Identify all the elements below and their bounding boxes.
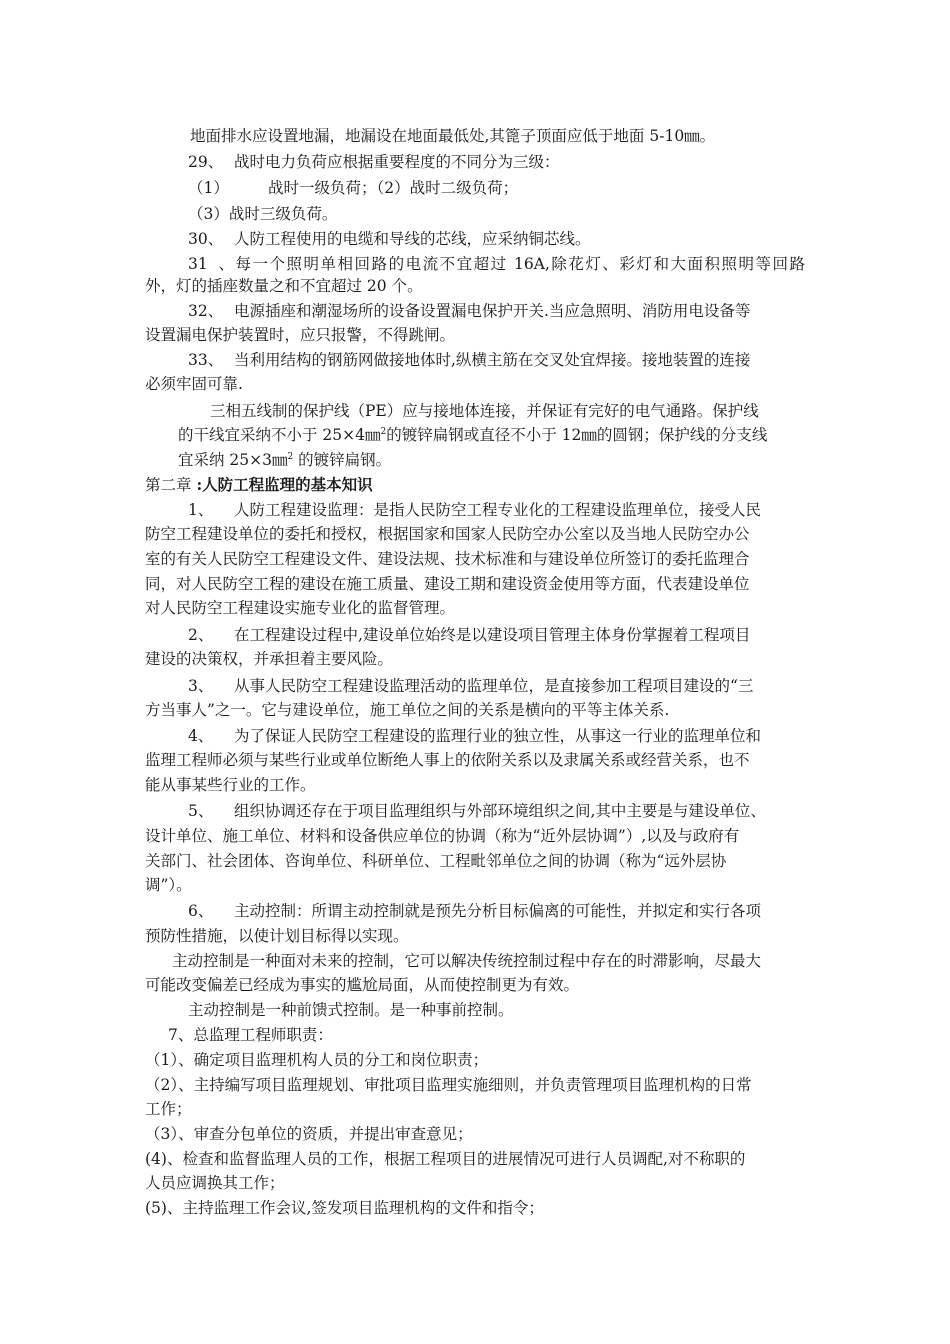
text-line: 工作； [145, 1100, 192, 1118]
text-line: 5、 组织协调还存在于项目监理组织与外部环境组织之间,其中主要是与建设单位、 [188, 802, 766, 820]
text-line: 可能改变偏差已经成为事实的尴尬局面，从而使控制更为有效。 [145, 976, 580, 994]
text-line: 外，灯的插座数量之和不宜超过 20 个。 [145, 277, 423, 295]
text-line: 地面排水应设置地漏，地漏设在地面最低处,其篦子顶面应低于地面 5-10㎜。 [190, 127, 716, 145]
text-line: 设置漏电保护装置时，应只报警，不得跳闸。 [145, 326, 456, 344]
item-number: 1、 [188, 501, 214, 519]
text-line: (5)、主持监理工作会议,签发项目监理机构的文件和指令； [145, 1199, 544, 1217]
text-line: 宜采纳 25×3㎜$^2$ 的镀锌扁钢。 [178, 451, 392, 469]
text-line: 三相五线制的保护线（PE）应与接地体连接，并保证有完好的电气通路。保护线 [210, 402, 759, 420]
text-line: 29、 战时电力负荷应根据重要程度的不同分为三级： [188, 153, 560, 171]
text-line: 30、 人防工程使用的电缆和导线的芯线，应采纳铜芯线。 [188, 230, 591, 248]
text-line: 预防性措施，以使计划目标得以实现。 [145, 927, 409, 945]
text-line: 监理工程师必须与某些行业或单位断绝人事上的依附关系以及隶属关系或经营关系，也不 [145, 751, 750, 769]
text-line: 1、 人防工程建设监理：是指人民防空工程专业化的工程建设监理单位，接受人民 [188, 501, 762, 519]
text-line: 33、 当利用结构的钢筋网做接地体时,纵横主筋在交叉处宜焊接。接地装置的连接 [188, 351, 751, 369]
text-line: 的干线宜采纳不小于 25×4㎜$^2$的镀锌扁钢或直径不小于 12㎜的圆钢；保护线的分支线 [178, 426, 768, 444]
superscript: 2 [287, 452, 294, 462]
text-line: 同，对人民防空工程的建设在施工质量、建设工期和建设资金使用等方面，代表建设单位 [145, 575, 750, 593]
item-number: 3、 [188, 677, 214, 695]
text-line: 设计单位、施工单位、材料和设备供应单位的协调（称为“近外层协调”）,以及与政府有 [145, 827, 740, 845]
item-number: 30、 [188, 230, 224, 248]
text-line: 调”）。 [145, 876, 192, 894]
text-line: 能从事某些行业的工作。 [145, 776, 316, 794]
text-line: 主动控制是一种前馈式控制。是一种事前控制。 [188, 1001, 514, 1019]
chapter-heading: 第二章 :人防工程监理的基本知识 [145, 475, 373, 494]
text-line: 方当事人”之一。它与建设单位，施工单位之间的关系是横向的平等主体关系. [145, 701, 670, 719]
text-line: 主动控制是一种面对未来的控制，它可以解决传统控制过程中存在的时滞影响，尽最大 [172, 952, 762, 970]
item-number: 2、 [188, 626, 214, 644]
text-line: (4)、检查和监督监理人员的工作，根据工程项目的进展情况可进行人员调配,对不称职的 [145, 1150, 746, 1168]
text-line: （1）、确定项目监理机构人员的分工和岗位职责； [145, 1051, 489, 1069]
text-line: 防空工程建设单位的委托和授权，根据国家和国家人民防空办公室以及当地人民防空办公 [145, 525, 750, 543]
item-number: 6、 [188, 902, 214, 920]
superscript: 2 [380, 427, 387, 437]
item-number: 33、 [188, 351, 224, 369]
text-line: （3）、审查分包单位的资质，并提出审查意见； [145, 1125, 473, 1143]
text-line: （1） 战时一级负荷；（2）战时二级负荷； [188, 179, 519, 197]
item-number: 29、 [188, 153, 224, 171]
text-line: 3、 从事人民防空工程建设监理活动的监理单位，是直接参加工程项目建设的“三 [188, 677, 754, 695]
text-line: 2、 在工程建设过程中,建设单位始终是以建设项目管理主体身份掌握着工程项目 [188, 626, 751, 644]
text-line: 31、每一个照明单相回路的电流不宜超过 16A,除花灯、彩灯和大面积照明等回路 [188, 255, 805, 273]
text-line: 必须牢固可靠. [145, 375, 243, 393]
text-line: 室的有关人民防空工程建设文件、建设法规、技术标准和与建设单位所签订的委托监理合 [145, 550, 750, 568]
text-line: （2）、主持编写项目监理规划、审批项目监理实施细则，并负责管理项目监理机构的日常 [145, 1076, 752, 1094]
item-number: 4、 [188, 727, 214, 745]
item-number: 31、 [188, 255, 234, 273]
text-line: 人员应调换其工作； [145, 1174, 285, 1192]
text-line: 32、 电源插座和潮湿场所的设备设置漏电保护开关.当应急照明、消防用电设备等 [188, 302, 751, 320]
text-line: 4、 为了保证人民防空工程建设的监理行业的独立性，从事这一行业的监理单位和 [188, 727, 762, 745]
text-line: 关部门、社会团体、咨询单位、科研单位、工程毗邻单位之间的协调（称为“远外层协 [145, 852, 727, 870]
item-number: 5、 [188, 802, 214, 820]
text-line: 6、 主动控制：所谓主动控制就是预先分析目标偏离的可能性，并拟定和实行各项 [188, 902, 762, 920]
text-line: （3）战时三级负荷。 [188, 205, 338, 223]
text-line: 7、总监理工程师职责： [168, 1026, 333, 1044]
text-line: 建设的决策权，并承担着主要风险。 [145, 650, 394, 668]
item-number: 32、 [188, 302, 224, 320]
text-line: 对人民防空工程建设实施专业化的监督管理。 [145, 599, 456, 617]
